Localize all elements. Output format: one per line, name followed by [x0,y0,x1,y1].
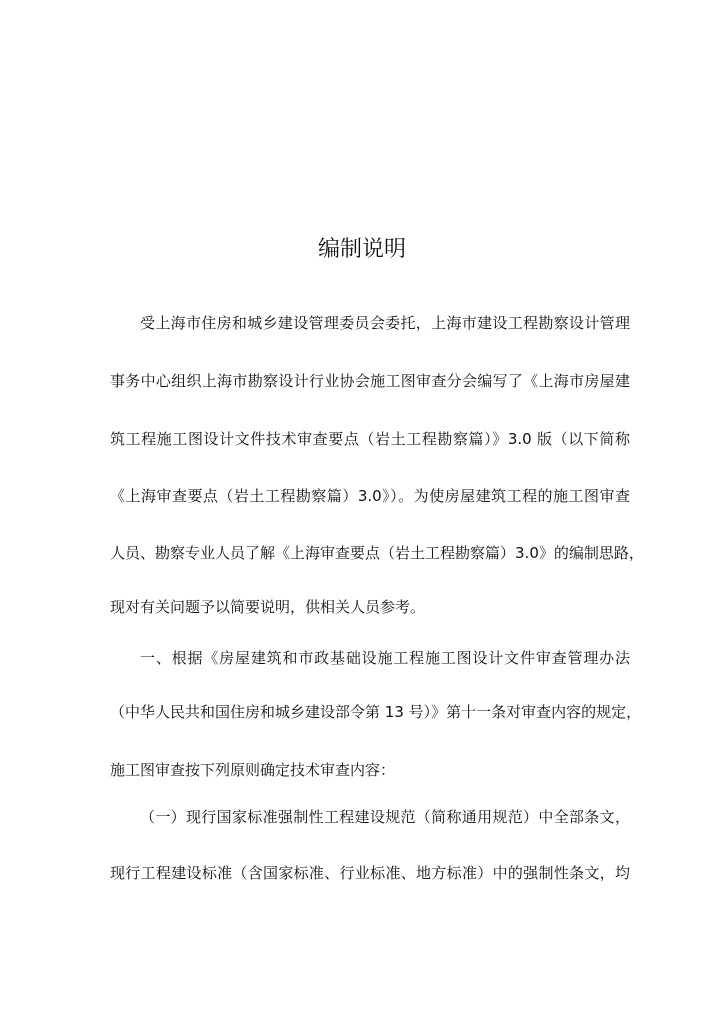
paragraph-line: 筑工程施工图设计文件技术审查要点（岩土工程勘察篇）》3.0 版（以下简称 [110,430,630,448]
paragraph-line: 现对有关问题予以简要说明，供相关人员参考。 [110,598,426,616]
paragraph-line: 一、根据《房屋建筑和市政基础设施工程施工图设计文件审查管理办法 [140,649,630,667]
paragraph-line: 《上海审查要点（岩土工程勘察篇）3.0》）。为使房屋建筑工程的施工图审查 [110,487,630,505]
paragraph-line: 受上海市住房和城乡建设管理委员会委托，上海市建设工程勘察设计管理 [140,314,630,332]
paragraph-line: 现行工程建设标准（含国家标准、行业标准、地方标准）中的强制性条文，均 [110,864,630,882]
paragraph-line: 事务中心组织上海市勘察设计行业协会施工图审查分会编写了《上海市房屋建 [110,372,630,390]
document-title: 编制说明 [317,237,406,262]
paragraph-line: （一）现行国家标准强制性工程建设规范（简称通用规范）中全部条文， [140,808,630,826]
paragraph-line: 施工图审查按下列原则确定技术审查内容： [110,761,396,779]
paragraph-line: 人员、勘察专业人员了解《上海审查要点（岩土工程勘察篇）3.0》的编制思路， [110,544,644,562]
paragraph-line: （中华人民共和国住房和城乡建设部令第 13 号）》第十一条对审查内容的规定， [110,703,642,721]
